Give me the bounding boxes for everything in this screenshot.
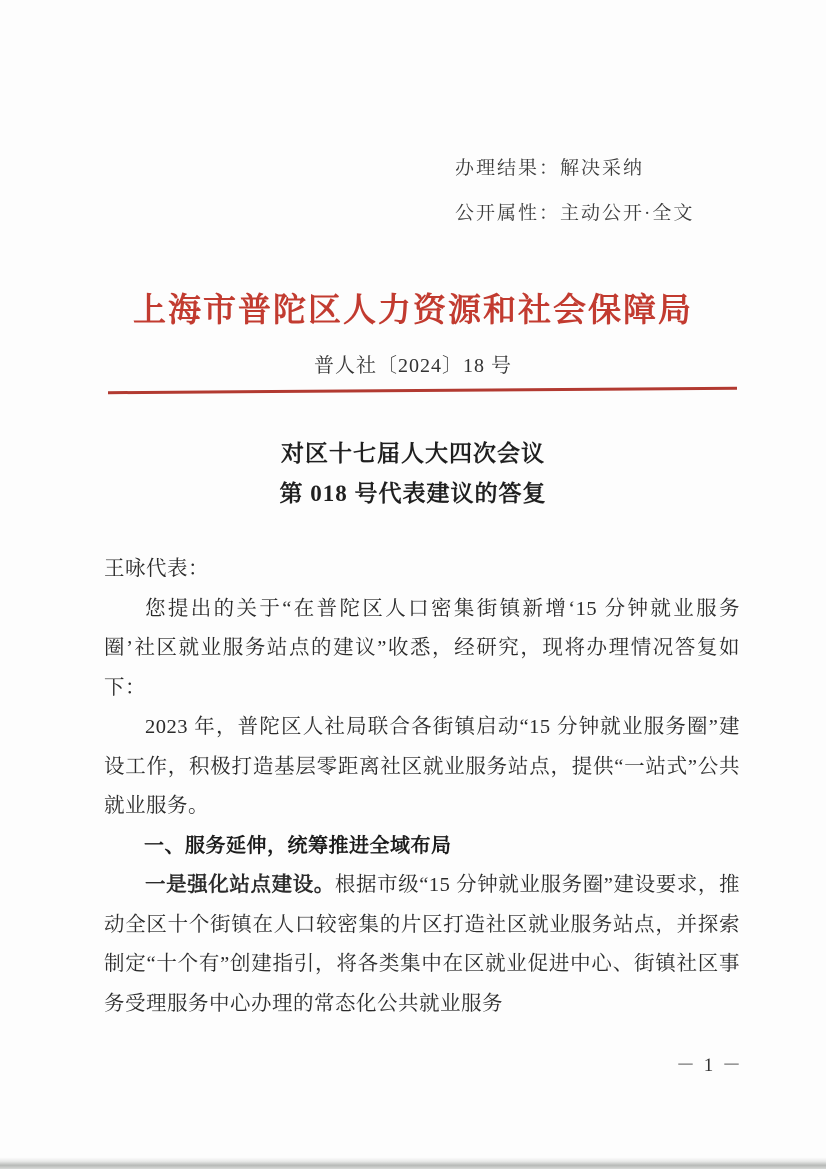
document-title-line1: 对区十七届人大四次会议 [281, 441, 545, 466]
letterhead-document-number: 普人社〔2024〕18 号 [314, 355, 512, 377]
paragraph-site-building-rest: 根据市级“15 分钟就业服务圈”建设要求，推动全区十个街镇在人口较密集的片区打造社区就业服务站点，并探索制定“十个有”创建指引，将各类集中在区就业促进中心、街镇社区事务受理服务中心办理的常态化公共就业服务 [104, 874, 740, 1015]
document-body [104, 550, 740, 1022]
scan-bottom-edge-shadow [0, 1157, 826, 1169]
document-title [0, 434, 826, 514]
section1-heading: 一、服务延伸，统筹推进全域布局 [144, 834, 452, 857]
publicity-line: 公开属性：主动公开·全文 [455, 203, 695, 224]
salutation: 王咏代表： [104, 558, 209, 580]
handling-result-line: 办理结果：解决采纳 [455, 158, 645, 179]
paragraph-site-building-lead: 一是强化站点建设。 [145, 874, 335, 896]
paragraph-2023: 2023 年，普陀区人社局联合各街镇启动“15 分钟就业服务圈”建设工作，积极打造基层零距离社区就业服务站点，提供“一站式”公共就业服务。 [104, 716, 740, 817]
document-meta-block [455, 146, 694, 236]
page-number: － 1 － [676, 1055, 744, 1076]
paragraph-site-building [104, 866, 740, 1022]
paragraph-intro: 您提出的关于“在普陀区人口密集街镇新增‘15 分钟就业服务圈’社区就业服务站点的建议”收悉，经研究，现将办理情况答复如下： [104, 597, 740, 699]
letterhead-red-rule [108, 387, 737, 394]
document-title-line2: 第 018 号代表建议的答复 [279, 481, 547, 506]
letterhead-agency-name: 上海市普陀区人力资源和社会保障局 [133, 293, 693, 329]
